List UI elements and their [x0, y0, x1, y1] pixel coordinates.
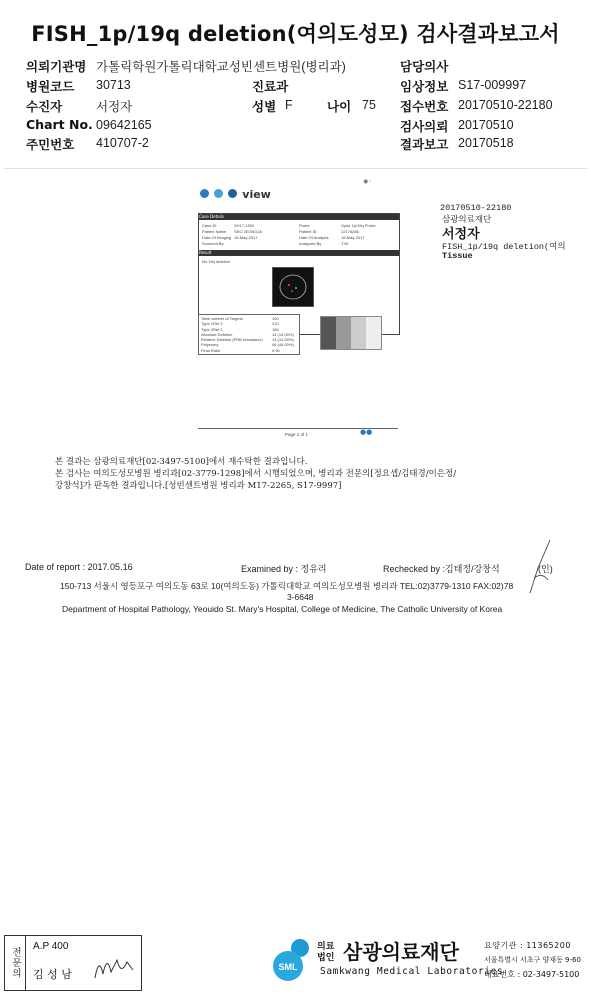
- value-institution: [96, 57, 346, 75]
- label-age: 나이: [327, 99, 352, 114]
- value-accession: 20170510-22180: [458, 98, 553, 112]
- logo-dot-icon: [214, 189, 223, 198]
- field-label: 담당의사: [400, 59, 449, 74]
- sml-logo-text: SML: [278, 962, 298, 972]
- sml-logo-icon: [270, 936, 316, 982]
- label-clinical-info: 임상정보: [400, 79, 449, 94]
- examined-by: Examined by : 정유리: [241, 564, 327, 574]
- value-hospital-code: 30713: [96, 78, 131, 92]
- logo-label: view: [242, 188, 271, 201]
- label-chart-no: Chart No.: [26, 117, 93, 132]
- company-info-3: 대표번호 : 02-3497-5100: [484, 970, 580, 979]
- label-department: 진료과: [252, 79, 289, 94]
- label-report-date: 결과보고: [400, 137, 449, 152]
- page-title: FISH_1p/19q deletion(여의도성모) 검사결과보고서: [31, 22, 560, 46]
- label-doctor: [400, 57, 448, 75]
- report-footer-logo-icon: ●●: [360, 428, 373, 436]
- report-data-table: [198, 314, 300, 355]
- report-page-label: Page 1 of 1: [285, 432, 309, 437]
- value-sex: F: [285, 98, 293, 112]
- specialist-box: [4, 935, 142, 991]
- note-line-1: 본 결과는 삼광의료재단[02-3497-5100]에서 재수탁한 결과입니다.: [55, 457, 308, 467]
- fish-cell-svg: [273, 268, 313, 306]
- corner-mark-icon: ◉◦: [363, 178, 372, 185]
- signature-stroke-icon: [520, 538, 560, 598]
- table-labels: Total number of Targets Type 1Ref 2 Type 2Ref 2 Absolute Deletion Relative Deletion (PRB Imbalance) Polysomy Final Ratio: [201, 316, 263, 353]
- result-text: No 19q deletion: [202, 259, 231, 264]
- field-value: 가톨릭학원가톨릭대학교성빈센트병원(병리과): [96, 60, 346, 74]
- date-of-report: Date of report : 2017.05.16: [25, 562, 133, 572]
- stamp-accession: 20170510-22180: [440, 203, 512, 213]
- logo-dot-icon: [228, 189, 237, 198]
- note-line-2: 본 검사는 여의도성모병원 병리과[02-3779-1298]에서 시행되었으며, 병리과 전문의[정요셉/김태경/이은정/: [55, 469, 457, 479]
- report-logo: [200, 183, 271, 202]
- value-age: 75: [362, 98, 376, 112]
- address-line-2: 3-6648: [287, 592, 314, 602]
- address-line-1: 150-713 서울시 영등포구 여의도동 63로 10(여의도동) 가톨릭대학교 여의도성모병원 병리과 TEL:02)3779-1310 FAX:02)78: [60, 581, 514, 591]
- value-report-date: 20170518: [458, 136, 514, 150]
- label-hospital-code: 병원코드: [26, 79, 75, 94]
- table-values: 100 210 189 14 (14.00%) 14 (14.00%) 46 (46.00%) 0.90: [272, 316, 294, 353]
- company-prefix: 의료 법인: [317, 942, 335, 963]
- value-resident-no: 410707-2: [96, 136, 149, 150]
- specialist-name: 김 성 남: [33, 968, 72, 981]
- probe-strip-image: [320, 316, 382, 350]
- department-line: Department of Hospital Pathology, Yeouido St. Mary's Hospital, College of Medicine, The Catholic University of Korea: [62, 604, 503, 614]
- case-values-right: Vysis 1p/19q Probe 22176286 16-May-2017 TJN: [341, 223, 376, 246]
- result-section-header: Result: [199, 250, 399, 256]
- company-name-en: Samkwang Medical Laboratories: [320, 966, 504, 977]
- value-request-date: 20170510: [458, 118, 514, 132]
- label-accession: 접수번호: [400, 99, 449, 114]
- label-sex: 성별: [252, 99, 277, 114]
- logo-dot-icon: [200, 189, 209, 198]
- case-section-header: Case Details: [199, 214, 399, 220]
- label-patient: 수진자: [26, 99, 63, 114]
- fish-cell-image: [272, 267, 314, 307]
- company-info-1: 요양기관 : 11365200: [484, 941, 571, 950]
- case-fields-left: Case ID Patient Name Date Of Imaging Scanned By: [202, 223, 232, 246]
- specialist-vertical-label: 전문의: [5, 936, 26, 990]
- signature-mark: (인): [538, 564, 553, 574]
- value-chart-no: 09642165: [96, 118, 152, 132]
- rechecked-by: Rechecked by :김태정/강창석: [383, 564, 500, 574]
- field-label: 의뢰기관명: [26, 59, 87, 74]
- value-patient: 서정자: [96, 100, 133, 114]
- report-divider: [198, 428, 398, 429]
- label-institution: [26, 57, 86, 75]
- company-info-2: 서울특별시 서초구 양재동 9-60: [484, 956, 581, 964]
- label-request-date: 검사의뢰: [400, 119, 449, 134]
- label-resident-no: 주민번호: [26, 137, 75, 152]
- stamp-name: 서정자: [442, 226, 480, 241]
- stamp-test: FISH_1p/19q deletion(여의: [442, 242, 566, 252]
- note-line-3: 강창석]가 판독한 결과입니다.[성빈센트병원 병리과 M17-2265, S17-9997]: [55, 481, 342, 491]
- case-values-left: 29/17-1902 SEO JEONGJA 16-May-2017: [234, 223, 263, 240]
- company-name: 삼광의료재단: [343, 940, 459, 964]
- specialist-signature-icon: [91, 950, 137, 986]
- stamp-org: 삼광의료재단: [442, 215, 492, 225]
- value-clinical-info: S17-009997: [458, 78, 527, 92]
- case-fields-right: Probe Patient ID Date Of Analysis Analyzed By: [299, 223, 329, 246]
- specialist-license: A.P 400: [33, 941, 69, 952]
- stamp-specimen: Tissue: [442, 251, 473, 261]
